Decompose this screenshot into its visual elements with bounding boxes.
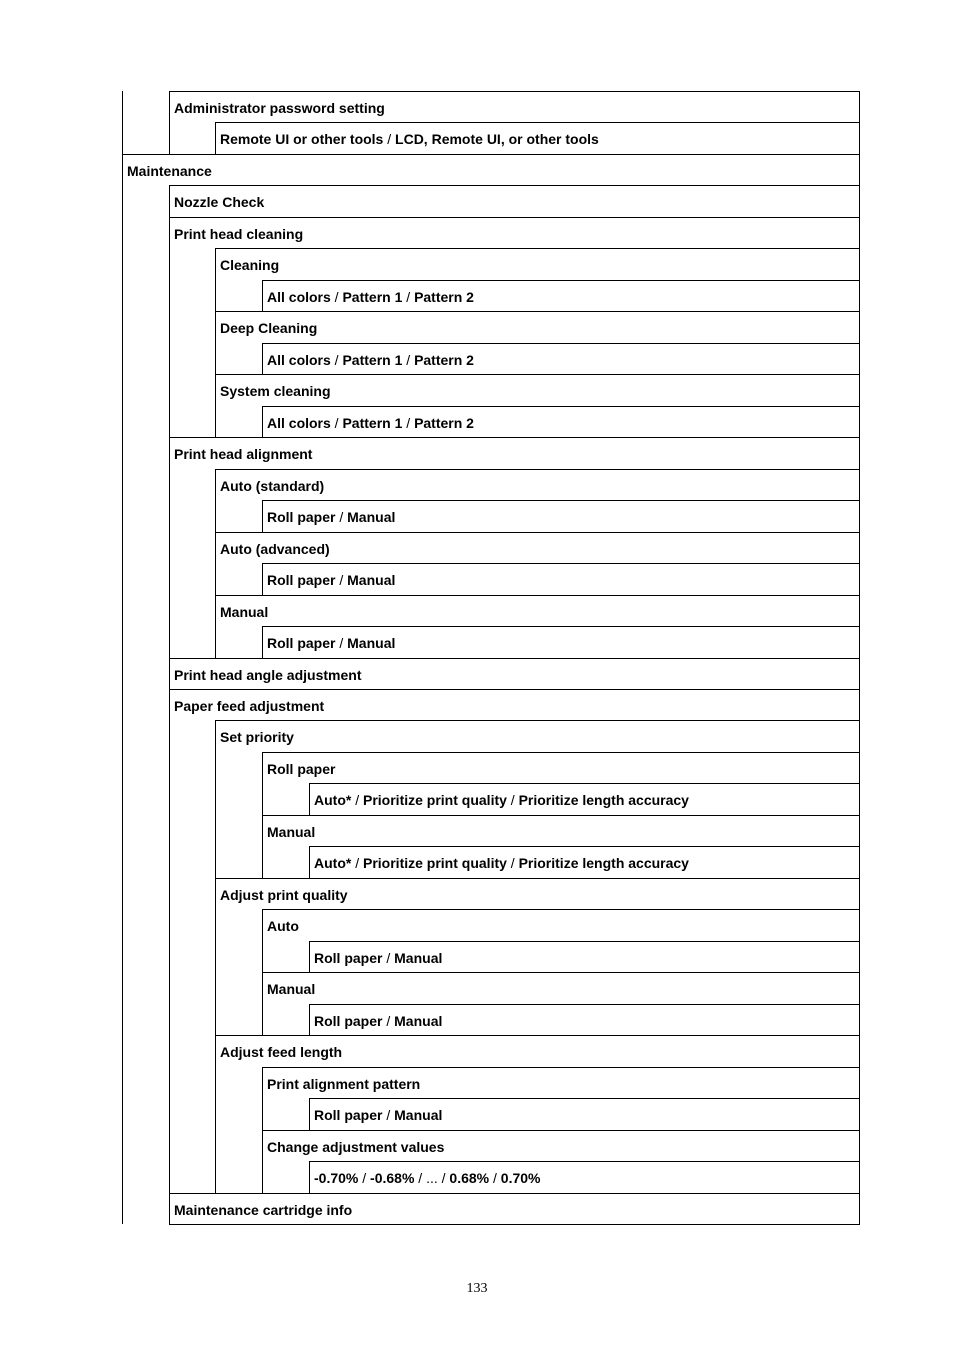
row-top-border — [309, 1004, 860, 1005]
setting-option-text: Roll paper — [267, 571, 336, 588]
row-top-border — [262, 1130, 860, 1131]
setting-option-text: System cleaning — [220, 382, 331, 399]
row-top-border — [215, 311, 860, 312]
indent-level-3-border — [262, 752, 263, 879]
row-top-border — [169, 217, 860, 218]
setting-label — [267, 1075, 420, 1093]
setting-option-text: Auto — [267, 917, 299, 934]
setting-option-text: 0.68% — [449, 1169, 490, 1186]
option-separator: / — [402, 288, 415, 305]
option-separator: / — [335, 634, 348, 651]
setting-label — [174, 1201, 352, 1219]
indent-level-1-border — [169, 185, 170, 1225]
setting-option-text: Prioritize print quality — [363, 854, 507, 871]
setting-option-text: Manual — [394, 1106, 443, 1123]
setting-label — [220, 256, 279, 274]
row-top-border — [169, 689, 860, 690]
row-top-border — [215, 374, 860, 375]
option-separator: / — [402, 351, 415, 368]
setting-label — [220, 886, 348, 904]
option-separator: / — [437, 1169, 450, 1186]
setting-option-text: Pattern 2 — [414, 288, 474, 305]
setting-option-text: ... — [426, 1169, 438, 1186]
setting-option-text: Auto (advanced) — [220, 540, 330, 557]
setting-option-text: -0.68% — [370, 1169, 415, 1186]
row-top-border — [262, 972, 860, 973]
setting-option-text: Pattern 1 — [342, 288, 403, 305]
setting-label — [174, 225, 303, 243]
setting-option-text: Manual — [394, 1012, 443, 1029]
indent-level-2-border — [215, 122, 216, 155]
setting-option-text: Manual — [347, 508, 396, 525]
setting-option-text: All colors — [267, 288, 331, 305]
indent-level-4-border — [309, 846, 310, 879]
row-top-border — [262, 1067, 860, 1068]
indent-level-4-border — [309, 1098, 310, 1131]
indent-level-3-border — [262, 343, 263, 375]
row-top-border — [262, 752, 860, 753]
row-top-border — [309, 783, 860, 784]
indent-level-4-border — [309, 1004, 310, 1036]
setting-option-text: 0.70% — [500, 1169, 541, 1186]
setting-option-text: Deep Cleaning — [220, 319, 318, 336]
setting-option-text: Manual — [394, 949, 443, 966]
setting-option-text: Pattern 1 — [342, 414, 403, 431]
indent-level-2-border — [215, 720, 216, 1194]
option-separator: / — [382, 1012, 395, 1029]
setting-label — [220, 477, 324, 495]
indent-level-4-border — [309, 783, 310, 816]
setting-label — [174, 445, 312, 463]
setting-option-text: Manual — [267, 823, 316, 840]
option-separator: / — [330, 414, 343, 431]
setting-option-text: Pattern 2 — [414, 351, 474, 368]
indent-level-3-border — [262, 280, 263, 312]
setting-option-text: Auto* — [314, 854, 352, 871]
setting-option-text: Roll paper — [267, 508, 336, 525]
setting-option-text: Prioritize print quality — [363, 791, 507, 808]
option-separator: / — [382, 1106, 395, 1123]
setting-label — [267, 1138, 444, 1156]
option-separator: / — [335, 571, 348, 588]
setting-option-text: Auto (standard) — [220, 477, 325, 494]
row-top-border — [262, 406, 860, 407]
setting-label — [267, 980, 315, 998]
option-separator: / — [358, 1169, 371, 1186]
row-top-border — [169, 1193, 860, 1194]
setting-option-text: Change adjustment values — [267, 1138, 445, 1155]
setting-option-text: Remote UI or other tools — [220, 130, 384, 147]
indent-level-2-border — [215, 469, 216, 659]
indent-level-2-border — [215, 248, 216, 438]
option-separator: / — [506, 854, 519, 871]
setting-option-text: Manual — [347, 571, 396, 588]
row-top-border — [215, 878, 860, 879]
setting-label — [220, 603, 268, 621]
row-top-border — [309, 1098, 860, 1099]
indent-level-3-border — [262, 626, 263, 659]
row-top-border — [169, 658, 860, 659]
setting-option-text: Nozzle Check — [174, 193, 265, 210]
row-top-border — [262, 909, 860, 910]
setting-option-text: Roll paper — [314, 949, 383, 966]
setting-label — [127, 162, 212, 180]
indent-level-3-border — [262, 563, 263, 596]
setting-option-text: Print head alignment — [174, 445, 313, 462]
setting-label — [267, 917, 299, 935]
option-separator: / — [414, 1169, 427, 1186]
page-number: 133 — [466, 1281, 488, 1296]
setting-option-text: Paper feed adjustment — [174, 697, 325, 714]
setting-option-text: Maintenance cartridge info — [174, 1201, 353, 1218]
indent-level-3-border — [262, 909, 263, 1036]
setting-option-text: Set priority — [220, 728, 294, 745]
setting-option-text: Auto* — [314, 791, 352, 808]
table-left-border — [122, 91, 123, 1224]
setting-label — [267, 634, 395, 652]
option-separator: / — [489, 1169, 501, 1186]
setting-option-text: Maintenance — [127, 162, 212, 179]
row-top-border — [215, 532, 860, 533]
setting-label — [314, 949, 442, 967]
option-separator: / — [351, 791, 363, 808]
indent-level-3-border — [262, 1067, 263, 1194]
option-separator: / — [351, 854, 363, 871]
row-top-border — [262, 280, 860, 281]
setting-label — [174, 666, 361, 684]
row-top-border — [262, 500, 860, 501]
row-top-border — [169, 91, 860, 92]
option-separator: / — [330, 351, 343, 368]
row-top-border — [262, 626, 860, 627]
row-top-border — [215, 595, 860, 596]
row-top-border — [215, 720, 860, 721]
indent-level-3-border — [262, 406, 263, 438]
table-right-border — [859, 91, 860, 1225]
setting-label — [267, 288, 474, 306]
setting-label — [220, 130, 599, 148]
setting-option-text: Cleaning — [220, 256, 280, 273]
row-top-border — [215, 248, 860, 249]
setting-label — [220, 319, 317, 337]
setting-option-text: All colors — [267, 414, 331, 431]
setting-option-text: Adjust feed length — [220, 1043, 343, 1060]
setting-option-text: Pattern 2 — [414, 414, 474, 431]
setting-label — [174, 99, 385, 117]
setting-label — [314, 1169, 540, 1187]
row-top-border — [169, 185, 860, 186]
row-top-border — [262, 815, 860, 816]
row-top-border — [122, 154, 860, 155]
indent-level-4-border — [309, 941, 310, 973]
indent-level-1-border — [169, 91, 170, 155]
setting-option-text: Pattern 1 — [342, 351, 403, 368]
setting-label — [174, 193, 264, 211]
setting-option-text: Manual — [220, 603, 269, 620]
setting-option-text: Manual — [347, 634, 396, 651]
setting-label — [220, 540, 330, 558]
setting-option-text: -0.70% — [314, 1169, 359, 1186]
setting-label — [267, 351, 474, 369]
option-separator: / — [335, 508, 348, 525]
option-separator: / — [506, 791, 519, 808]
setting-option-text: LCD, Remote UI, or other tools — [395, 130, 599, 147]
setting-option-text: Administrator password setting — [174, 99, 385, 116]
setting-label — [220, 382, 331, 400]
setting-option-text: Print head angle adjustment — [174, 666, 362, 683]
setting-label — [220, 1043, 342, 1061]
row-top-border — [215, 122, 860, 123]
row-top-border — [262, 563, 860, 564]
row-top-border — [215, 469, 860, 470]
indent-level-3-border — [262, 500, 263, 533]
row-top-border — [262, 343, 860, 344]
setting-option-text: Roll paper — [314, 1106, 383, 1123]
row-top-border — [309, 1161, 860, 1162]
setting-option-text: All colors — [267, 351, 331, 368]
setting-option-text: Roll paper — [314, 1012, 383, 1029]
table-bottom-border — [169, 1224, 860, 1225]
setting-option-text: Print head cleaning — [174, 225, 304, 242]
setting-label — [314, 1106, 442, 1124]
setting-label — [267, 760, 335, 778]
setting-label — [220, 728, 294, 746]
row-top-border — [169, 437, 860, 438]
setting-option-text: Roll paper — [267, 634, 336, 651]
setting-label — [174, 697, 324, 715]
indent-level-4-border — [309, 1161, 310, 1194]
setting-option-text: Prioritize length accuracy — [518, 854, 689, 871]
setting-label — [267, 571, 395, 589]
option-separator: / — [330, 288, 343, 305]
setting-label — [314, 791, 689, 809]
setting-label — [314, 854, 689, 872]
setting-option-text: Manual — [267, 980, 316, 997]
setting-label — [267, 414, 474, 432]
row-top-border — [309, 941, 860, 942]
option-separator: / — [402, 414, 415, 431]
setting-label — [314, 1012, 442, 1030]
setting-option-text: Print alignment pattern — [267, 1075, 421, 1092]
option-separator: / — [382, 949, 395, 966]
setting-label — [267, 823, 315, 841]
setting-option-text: Roll paper — [267, 760, 336, 777]
setting-option-text: Adjust print quality — [220, 886, 348, 903]
row-top-border — [215, 1035, 860, 1036]
setting-label — [267, 508, 395, 526]
setting-option-text: Prioritize length accuracy — [518, 791, 689, 808]
option-separator: / — [383, 130, 396, 147]
row-top-border — [309, 846, 860, 847]
